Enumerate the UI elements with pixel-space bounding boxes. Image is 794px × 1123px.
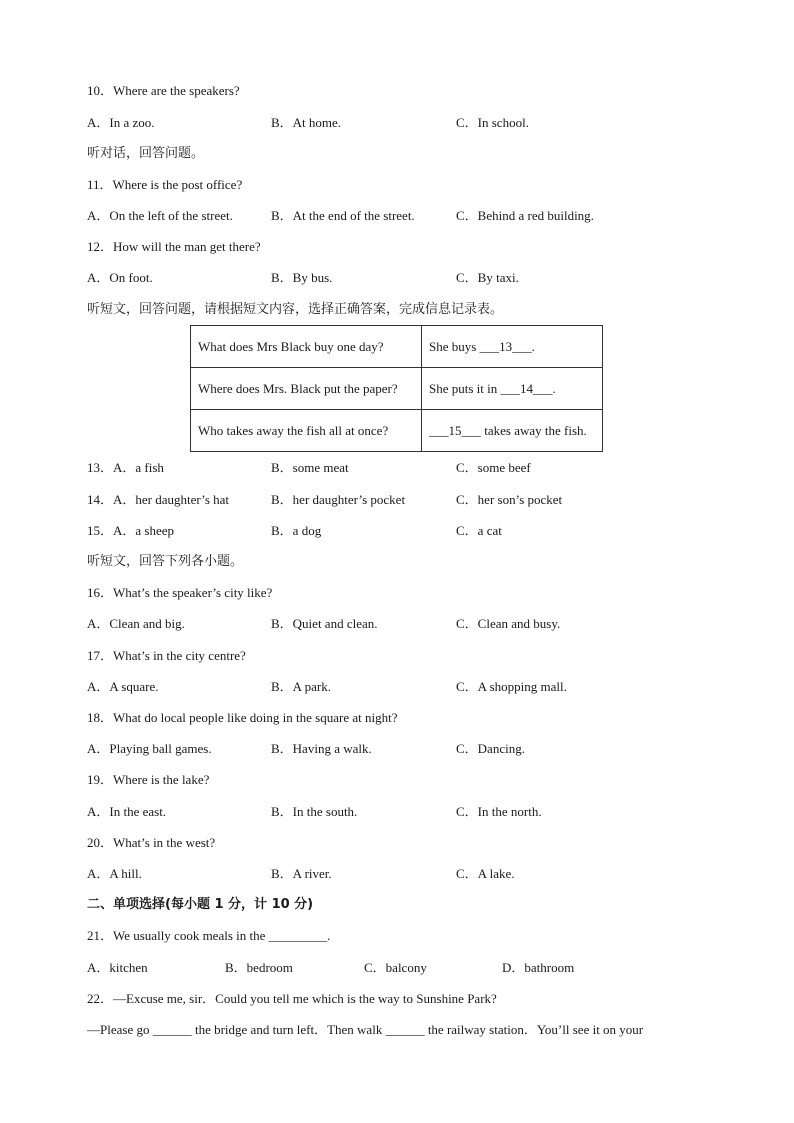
table-cell-question: Who takes away the fish all at once? [191,410,422,452]
table-cell-answer [422,326,603,368]
question-21-stem: 21．We usually cook meals in the _________. [87,928,331,943]
question-15-option-b: B．a dog [271,523,322,538]
question-19-option-c: C．In the north. [456,804,542,819]
question-20-option-b: B．A river. [271,866,332,881]
table-cell-answer [422,368,603,410]
section-instruction-dialogue: 听对话，回答问题。 [87,146,205,161]
answer-suffix: . [531,338,535,354]
question-16-stem: 16．What’s the speaker’s city like? [87,585,273,600]
question-14-option-b: B．her daughter’s pocket [271,492,406,507]
question-19-stem: 19．Where is the lake? [87,772,210,787]
question-21-option-c: C．balcony [364,960,427,975]
question-10-option-a: A．In a zoo. [87,115,155,130]
question-21-option-b: B．bedroom [225,960,293,975]
section-instruction-passage-table: 听短文，回答问题，请根据短文内容，选择正确答案，完成信息记录表。 [87,302,504,317]
table-cell-question: What does Mrs Black buy one day? [191,326,422,368]
question-15-option-a: 15．A．a sheep [87,523,175,538]
question-17-stem: 17．What’s in the city centre? [87,648,246,663]
question-22-stem: 22．—Excuse me, sir．Could you tell me which is the way to Sunshine Park? [87,991,497,1006]
question-17-option-c: C．A shopping mall. [456,679,567,694]
table-cell-question: Where does Mrs. Black put the paper? [191,368,422,410]
answer-blank: ___13___ [479,338,532,354]
question-11-option-b: B．At the end of the street. [271,208,415,223]
question-19-option-b: B．In the south. [271,804,358,819]
question-13-option-c: C．some beef [456,460,531,475]
question-12-stem: 12．How will the man get there? [87,239,261,254]
question-17-option-b: B．A park. [271,679,331,694]
question-14-option-c: C．her son’s pocket [456,492,563,507]
answer-blank: ___14___ [500,380,553,396]
question-19-option-a: A．In the east. [87,804,167,819]
info-record-table [190,325,603,452]
question-16-option-b: B．Quiet and clean. [271,616,378,631]
answer-prefix: She puts it in [429,380,501,396]
question-18-stem: 18．What do local people like doing in the square at night? [87,710,398,725]
table-row [191,410,603,452]
question-20-option-a: A．A hill. [87,866,142,881]
question-18-option-b: B．Having a walk. [271,741,372,756]
question-11-option-c: C．Behind a red building. [456,208,594,223]
question-14-option-a: 14．A．her daughter’s hat [87,492,230,507]
section-2-title: 二、单项选择(每小题 1 分，计 10 分) [87,897,314,912]
question-18-option-a: A．Playing ball games. [87,741,212,756]
answer-prefix: She buys [429,338,480,354]
question-10-option-b: B．At home. [271,115,342,130]
answer-suffix: . [552,380,556,396]
question-20-option-c: C．A lake. [456,866,515,881]
question-21-option-d: D．bathroom [502,960,575,975]
question-12-option-a: A．On foot. [87,270,153,285]
question-20-stem: 20．What’s in the west? [87,835,216,850]
question-12-option-c: C．By taxi. [456,270,519,285]
question-21-option-a: A．kitchen [87,960,148,975]
answer-suffix: takes away the fish. [481,422,587,438]
question-17-option-a: A．A square. [87,679,159,694]
question-11-option-a: A．On the left of the street. [87,208,233,223]
question-13-option-b: B．some meat [271,460,349,475]
table-cell-answer [422,410,603,452]
table-row [191,368,603,410]
question-11-stem: 11．Where is the post office? [87,177,243,192]
question-18-option-c: C．Dancing. [456,741,525,756]
section-instruction-passage: 听短文，回答下列各小题。 [87,554,244,569]
answer-blank: ___15___ [429,422,481,438]
question-10-option-c: C．In school. [456,115,529,130]
question-16-option-a: A．Clean and big. [87,616,185,631]
question-22-line-2: —Please go ______ the bridge and turn left．Then walk ______ the railway station．You’ll see it on your [87,1022,644,1037]
question-12-option-b: B．By bus. [271,270,333,285]
question-15-option-c: C．a cat [456,523,502,538]
question-10-stem: 10．Where are the speakers? [87,83,240,98]
question-16-option-c: C．Clean and busy. [456,616,561,631]
table-row [191,326,603,368]
question-13-option-a: 13．A．a fish [87,460,164,475]
